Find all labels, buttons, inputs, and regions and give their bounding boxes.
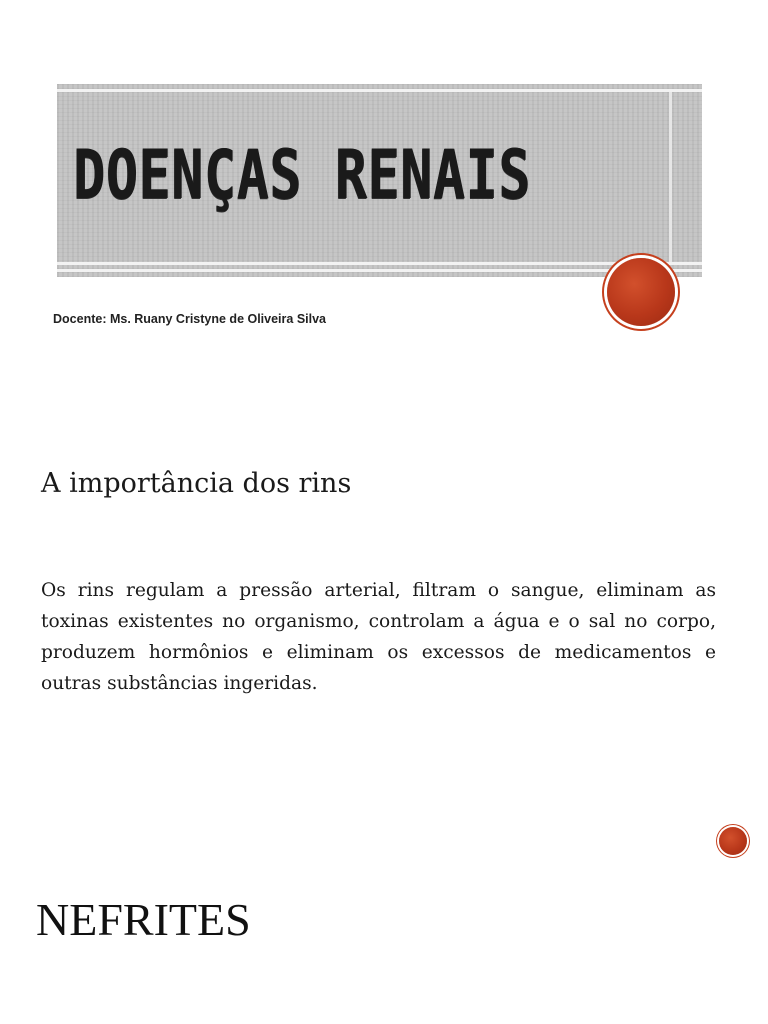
banner-bottom-line-2 [57, 269, 702, 272]
body-paragraph: Os rins regulam a pressão arterial, filtram o sangue, eliminam as toxinas existentes no organismo, controlam a água e o sal no corpo, produzem hormônios e eliminam os excessos de medicamentos e outras substâncias ingeridas. [41, 580, 716, 694]
decorative-circle-small-icon [719, 827, 747, 855]
banner-divider-line [669, 92, 672, 264]
banner-bottom-line [57, 262, 702, 265]
decorative-circle-icon [607, 258, 675, 326]
title-banner [57, 84, 702, 277]
nefrites-heading: NEFRITES [36, 894, 251, 945]
section-heading: A importância dos rins [41, 468, 352, 499]
banner-top-line [57, 89, 702, 92]
docente-label: Docente: Ms. Ruany Cristyne de Oliveira Silva [53, 312, 327, 326]
slide-title: DOENÇAS RENAIS [73, 136, 531, 215]
